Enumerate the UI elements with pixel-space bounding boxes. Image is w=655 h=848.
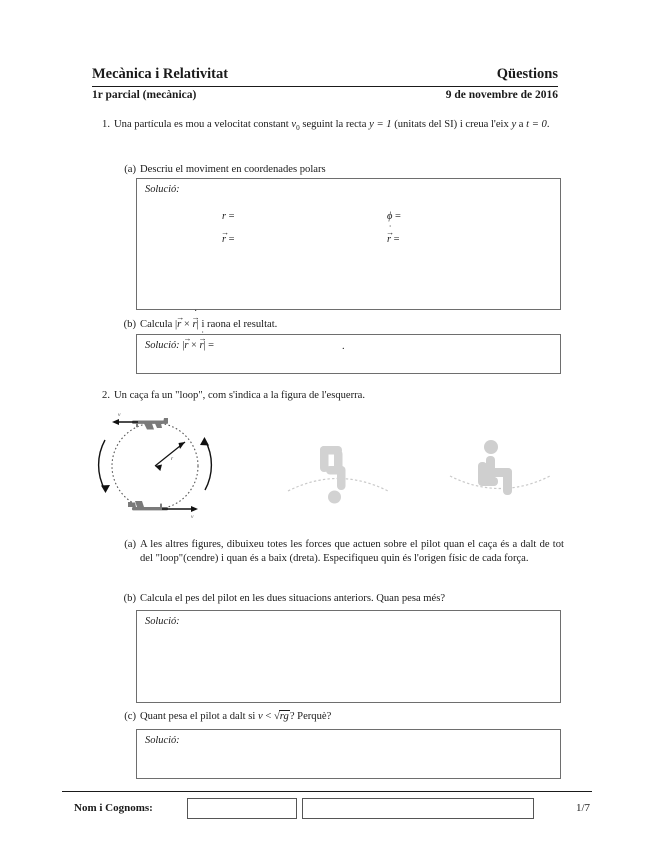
name-label: Nom i Cognoms: [74, 802, 153, 814]
question-2b-text: Calcula el pes del pilot en les dues situacions anteriors. Quan pesa més? [140, 593, 446, 604]
direction-arrow-left [99, 440, 110, 493]
question-2b-label: (b) [123, 593, 136, 604]
name-field[interactable] [187, 798, 297, 819]
question-2a-label: (a) [124, 539, 136, 550]
velocity-arrow-top [112, 419, 138, 425]
q1-text-part-4: a [516, 119, 527, 130]
q2c-velocity-symbol: v [257, 711, 263, 722]
surname-field[interactable] [302, 798, 534, 819]
footer-divider [62, 791, 592, 792]
question-1a-label: (a) [124, 164, 136, 175]
question-2-number: 2. [102, 390, 110, 401]
page-header [92, 66, 558, 101]
question-1b [112, 318, 564, 332]
field-r-vector: r → = [222, 234, 235, 245]
q1-text-part-1: Una partícula es mou a velocitat constant [114, 119, 292, 130]
q2c-sqrt: √rg [273, 711, 289, 722]
q2c-suffix: ? Perquè? [289, 711, 332, 722]
radius-arrow [155, 442, 185, 471]
pilot-bottom-figure [450, 440, 550, 495]
question-2a [112, 538, 564, 566]
answer-box-2b[interactable] [136, 610, 561, 703]
pilot-bottom-icon [478, 440, 512, 495]
direction-arrow-right [200, 437, 211, 490]
question-2c-label: (c) [124, 711, 136, 722]
aircraft-top-icon [132, 418, 168, 430]
question-1 [88, 118, 566, 134]
question-1b-label: (b) [123, 319, 136, 330]
radius-label: r [171, 456, 174, 462]
field-phi: ϕ = [387, 211, 401, 222]
solution-label-2b: Solució: [145, 616, 180, 627]
velocity-arrow-bottom [162, 506, 198, 512]
header-title-row [92, 66, 558, 85]
question-2c [112, 710, 564, 724]
loop-diagram [99, 412, 212, 520]
solution-label-1a: Solució: [145, 184, 180, 195]
velocity-label-top: v [118, 412, 121, 418]
q1b-suffix: i raona el resultat. [198, 319, 278, 330]
question-2 [88, 389, 566, 403]
page-footer [62, 798, 592, 824]
q1b-solution-expression: |r → × ˙ r →| = [182, 340, 214, 351]
answer-box-2c[interactable] [136, 729, 561, 779]
question-2c-text: Quant pesa el pilot a dalt si v < √rg? Perquè? [140, 711, 332, 722]
question-2-text: Un caça fa un "loop", com s'indica a la figura de l'esquerra. [114, 390, 366, 401]
pilot-top-icon [320, 446, 346, 504]
exam-type: Qüestions [496, 66, 558, 82]
question-2b [112, 592, 564, 606]
solution-word-1b: Solució: [145, 340, 180, 351]
question-1a [112, 163, 564, 177]
question-1-text [114, 118, 566, 134]
velocity-label-bottom: v [191, 514, 194, 520]
q1b-math: |r → × ˙ r →| [175, 319, 199, 330]
q1-line-equation: y = 1 [369, 119, 392, 130]
q1-velocity-subscript: 0 [296, 124, 300, 133]
question-1a-text: Descriu el moviment en coordenades polars [140, 164, 326, 175]
solution-label-2c: Solució: [145, 735, 180, 746]
question-2-figures [92, 404, 592, 529]
q1-time-condition: t = 0 [526, 119, 547, 130]
pilot-top-figure [288, 446, 388, 504]
header-subtitle-row [92, 87, 558, 101]
exam-partial: 1r parcial (mecànica) [92, 89, 197, 101]
question-2a-text: A les altres figures, dibuixeu totes les forces que actuen sobre el pilot quan el caça és a dalt de tot del "loop"(cendre) i quan és a baix (dreta). Especifiqueu quin és l'origen físic de cada força. [140, 539, 564, 565]
answer-box-1a[interactable] [136, 178, 561, 310]
exam-date: 9 de novembre de 2016 [445, 89, 558, 101]
q1-y-axis: y [511, 119, 517, 130]
field-r-dot-vector: ˙ r → = [387, 234, 400, 245]
figures-svg [92, 404, 592, 529]
q1-text-part-2: seguint la recta [299, 119, 370, 130]
page-number: 1/7 [575, 802, 590, 814]
solution-label-1b [145, 340, 214, 351]
answer-box-1b[interactable] [136, 334, 561, 374]
q1b-trailing-period: . [342, 341, 345, 352]
q1-text-part-5: . [546, 119, 550, 130]
question-1-number: 1. [102, 119, 110, 130]
field-r: r = [222, 211, 235, 222]
q2c-prefix: Quant pesa el pilot a dalt si [140, 711, 258, 722]
q1-velocity-symbol: v [291, 119, 297, 130]
pilot-bottom-arc [450, 476, 550, 489]
q1-text-part-3: (unitats del SI) i creua l'eix [391, 119, 512, 130]
course-title: Mecànica i Relativitat [92, 66, 229, 82]
q1b-prefix: Calcula [140, 319, 176, 330]
